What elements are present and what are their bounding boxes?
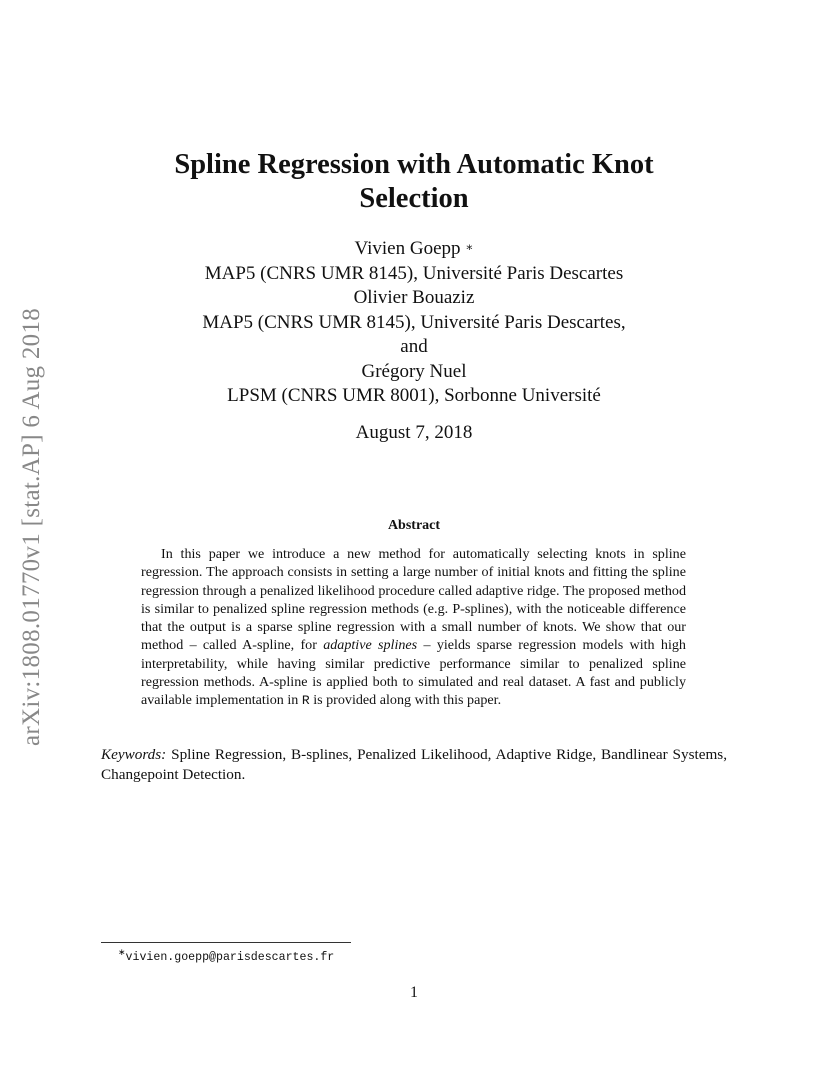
footnote-marker: ∗ [465, 240, 474, 254]
author-conjunction: and [400, 336, 428, 357]
author-affiliation: MAP5 (CNRS UMR 8145), Université Paris Descartes, [202, 311, 626, 333]
author-affiliation: LPSM (CNRS UMR 8001), Sorbonne Université [227, 385, 601, 406]
keywords-label: Keywords: [101, 746, 167, 763]
keywords [101, 745, 727, 785]
author-affiliation: MAP5 (CNRS UMR 8145), Université Paris Descartes [204, 262, 624, 284]
author-name [0, 237, 828, 262]
footnote-email: vivien.goepp@parisdescartes.fr [125, 950, 335, 964]
abstract-text: In this paper we introduce a new method for automatically selecting knots in spline regression. The approach consists in setting a large number of initial knots and fitting the spline regression through a penalized likelihood procedure called adaptive ridge. The proposed method is similar to penalized spline regression methods (e.g. P-splines), with the noticeable difference that the output is a sparse spline regression with a small number of knots. We show that our method – called A-spline, for [141, 546, 686, 654]
abstract-body [141, 545, 686, 711]
keywords-text: Spline Regression, B-splines, Penalized Likelihood, Adaptive Ridge, Bandlinear Systems, Changepoint Detection. [101, 746, 727, 783]
footnote [118, 947, 334, 964]
abstract-italic-term: adaptive splines [323, 637, 418, 654]
abstract-code: R [301, 693, 310, 709]
author-block [0, 237, 828, 409]
footnote-marker: ∗ [118, 947, 126, 957]
paper-title [0, 148, 828, 216]
abstract-text: is provided along with this paper. [309, 692, 502, 709]
title-line-1: Spline Regression with Automatic Knot [174, 149, 654, 180]
arxiv-stamp: arXiv:1808.01770v1 [stat.AP] 6 Aug 2018 [18, 307, 45, 747]
page-number: 1 [410, 984, 418, 1001]
footnote-rule [101, 942, 351, 943]
title-line-2: Selection [359, 183, 469, 214]
author-1-name: Vivien Goepp [354, 238, 461, 259]
author-name: Grégory Nuel [361, 360, 467, 382]
abstract-heading: Abstract [387, 518, 441, 533]
abstract-text: – yields sparse regression models with high interpretability, while having similar predictive performance similar to penalized spline regression methods. A-spline is applied both to simulated and real dataset. A fast and publicly available implementation in [141, 637, 686, 709]
author-name: Olivier Bouaziz [353, 287, 475, 308]
paper-date: August 7, 2018 [355, 422, 473, 443]
